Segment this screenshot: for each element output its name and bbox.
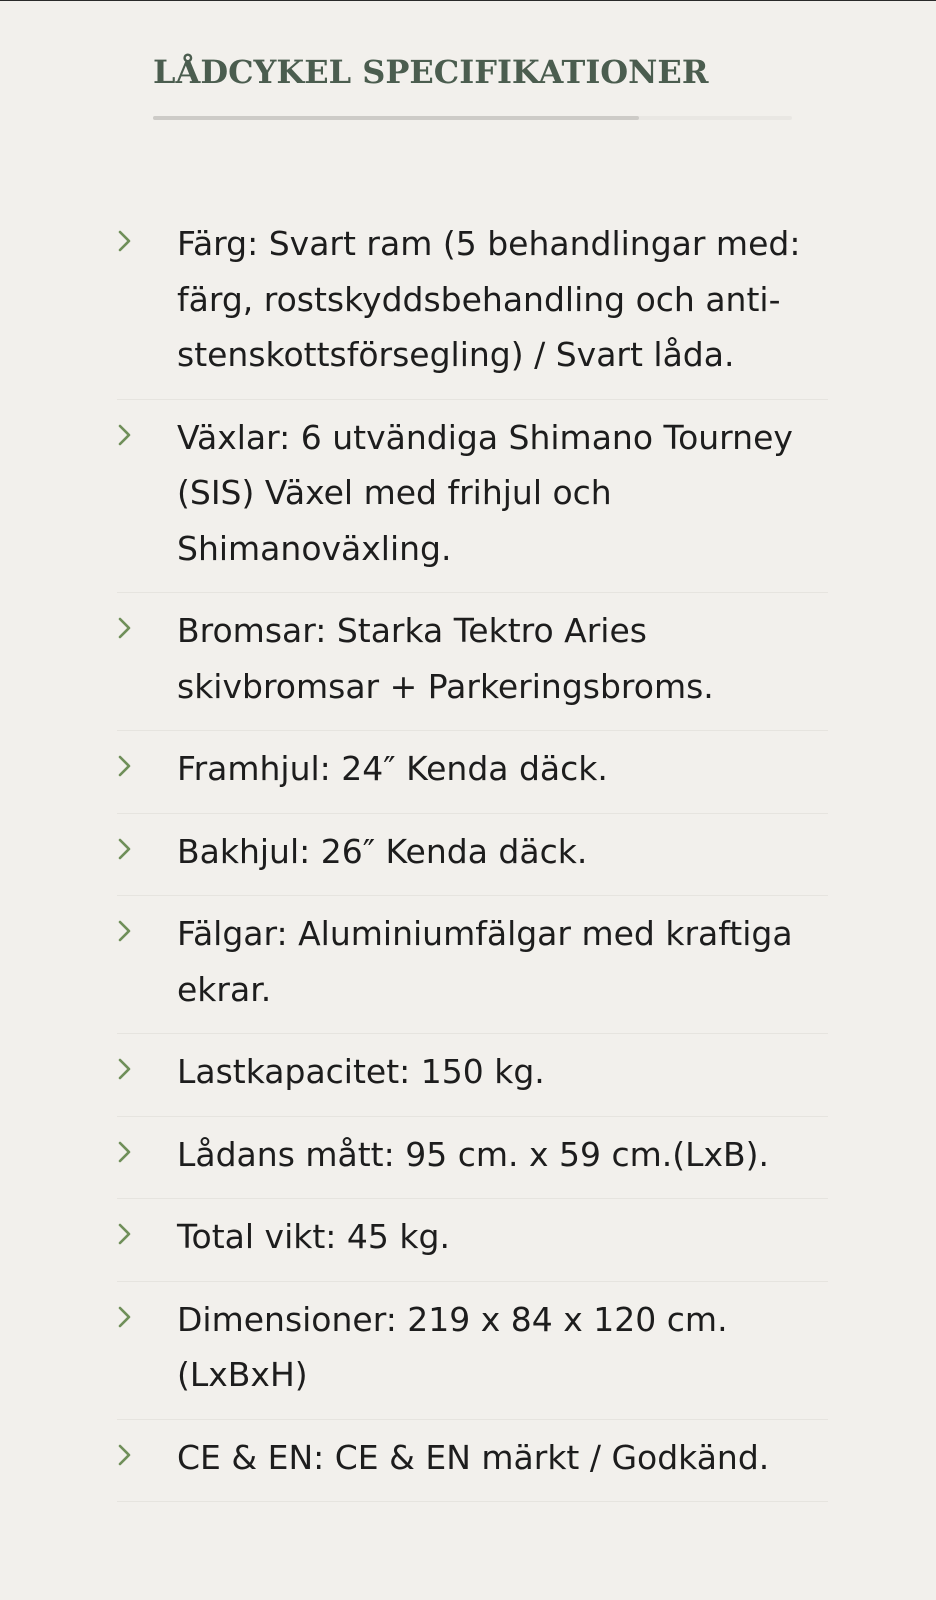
spec-text: Fälgar: Aluminiumfälgar med kraftiga ekrar. [177,914,793,1009]
section-title: LÅDCYKEL SPECIFIKATIONER [153,53,709,91]
spec-text: Dimensioner: 219 x 84 x 120 cm.(LxBxH) [177,1299,728,1394]
spec-text: Färg: Svart ram (5 behandlingar med: färg, rostskyddsbehandling och anti-stenskottsförsegling) / Svart låda. [177,224,801,374]
spec-text: Bromsar: Starka Tektro Aries skivbromsar + Parkeringsbroms. [177,611,714,706]
chevron-right-icon [117,1304,133,1330]
spec-item [117,400,828,594]
chevron-right-icon [117,753,133,779]
chevron-right-icon [117,836,133,862]
spec-item [117,731,828,814]
spec-text: Framhjul: 24″ Kenda däck. [177,749,608,788]
chevron-right-icon [117,422,133,448]
chevron-right-icon [117,1056,133,1082]
top-divider [0,0,936,1]
spec-item [117,1282,828,1420]
chevron-right-icon [117,1139,133,1165]
chevron-right-icon [117,228,133,254]
spec-text: CE & EN: CE & EN märkt / Godkänd. [177,1437,770,1477]
spec-item [117,206,828,400]
spec-item [117,1117,828,1200]
spec-item [117,896,828,1034]
chevron-right-icon [117,1221,133,1247]
chevron-right-icon [117,918,133,944]
title-underline-track [153,116,792,120]
spec-text: Lådans mått: 95 cm. x 59 cm.(LxB). [177,1134,770,1174]
spec-text: Lastkapacitet: 150 kg. [177,1052,545,1091]
spec-text: Växlar: 6 utvändiga Shimano Tourney (SIS) Växel med frihjul och Shimanoväxling. [177,417,793,568]
chevron-right-icon [117,615,133,641]
chevron-right-icon [117,1442,133,1468]
spec-item [117,1034,828,1117]
spec-text: Total vikt: 45 kg. [177,1217,450,1256]
spec-item [117,1199,828,1282]
spec-list [117,206,828,1502]
spec-item [117,814,828,897]
section-header [153,48,793,96]
title-underline-accent [153,116,639,120]
spec-item [117,593,828,731]
spec-item [117,1420,828,1503]
spec-text: Bakhjul: 26″ Kenda däck. [177,831,588,871]
